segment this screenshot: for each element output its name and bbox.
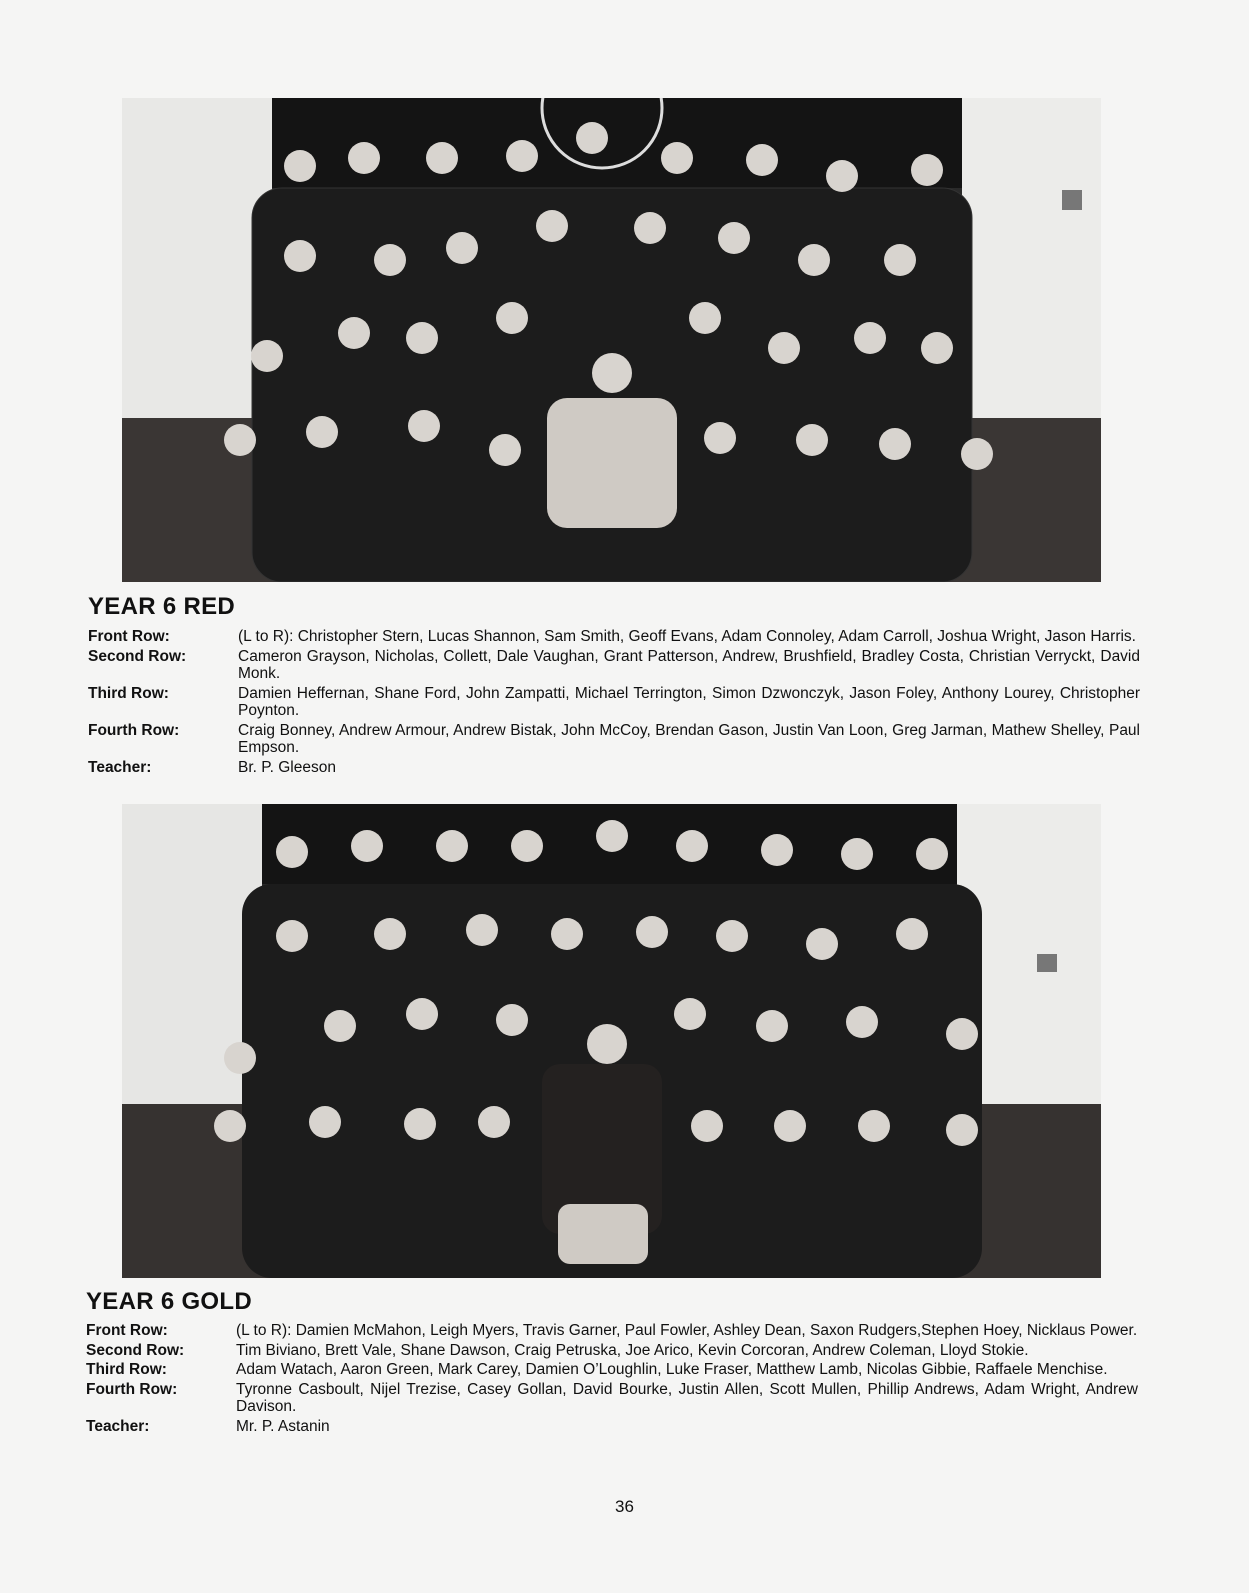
section-title: YEAR 6 RED <box>88 593 236 620</box>
roster-row-teacher <box>88 759 1140 777</box>
roster-year6-red <box>88 628 1140 778</box>
roster-row-third <box>88 685 1140 720</box>
section-title: YEAR 6 GOLD <box>86 1288 252 1315</box>
row-label: Front Row: <box>88 628 170 645</box>
row-label: Teacher: <box>86 1417 150 1435</box>
roster-row-second <box>88 648 1140 683</box>
row-label: Second Row: <box>88 647 187 665</box>
row-names: (L to R): Damien McMahon, Leigh Myers, Travis Garner, Paul Fowler, Ashley Dean, Saxon Rudgers,Stephen Hoey, Nicklaus Power. <box>236 1322 1138 1339</box>
roster-row-front <box>86 1322 1138 1340</box>
class-photo-year6-gold-graphic <box>122 804 1101 1278</box>
roster-year6-gold <box>86 1322 1138 1437</box>
class-photo-year6-gold <box>122 804 1101 1278</box>
roster-row-teacher <box>86 1418 1138 1436</box>
roster-row-front <box>88 628 1140 646</box>
row-names: Br. P. Gleeson <box>238 758 336 776</box>
row-names: Adam Watach, Aaron Green, Mark Carey, Damien O’Loughlin, Luke Fraser, Matthew Lamb, Nicolas Gibbie, Raffaele Menchise. <box>236 1361 1108 1378</box>
row-label: Fourth Row: <box>86 1380 178 1398</box>
row-label: Fourth Row: <box>88 721 180 739</box>
roster-row-fourth <box>86 1381 1138 1416</box>
row-label: Second Row: <box>86 1341 185 1359</box>
row-label: Teacher: <box>88 758 152 776</box>
row-names: (L to R): Christopher Stern, Lucas Shannon, Sam Smith, Geoff Evans, Adam Connoley, Adam Carroll, Joshua Wright, Jason Harris. <box>238 628 1136 645</box>
roster-row-second <box>86 1342 1138 1360</box>
row-label: Third Row: <box>86 1361 167 1378</box>
row-names: Tim Biviano, Brett Vale, Shane Dawson, Craig Petruska, Joe Arico, Kevin Corcoran, Andrew Coleman, Lloyd Stokie. <box>236 1341 1029 1359</box>
page-number: 36 <box>615 1497 634 1516</box>
class-photo-year6-red <box>122 98 1101 582</box>
row-names: Cameron Grayson, Nicholas, Collett, Dale Vaughan, Grant Patterson, Andrew, Brushfield, Bradley Costa, Christian Verryckt, David Monk. <box>238 647 1140 682</box>
roster-row-fourth <box>88 722 1140 757</box>
roster-row-third <box>86 1361 1138 1379</box>
class-photo-year6-red-graphic <box>122 98 1101 582</box>
row-label: Front Row: <box>86 1322 168 1339</box>
row-label: Third Row: <box>88 684 169 702</box>
row-names: Craig Bonney, Andrew Armour, Andrew Bistak, John McCoy, Brendan Gason, Justin Van Loon, Greg Jarman, Mathew Shelley, Paul Empson. <box>238 721 1140 756</box>
row-names: Damien Heffernan, Shane Ford, John Zampatti, Michael Terrington, Simon Dzwonczyk, Jason Foley, Anthony Lourey, Christopher Poynton. <box>238 684 1140 719</box>
row-names: Mr. P. Astanin <box>236 1417 330 1435</box>
row-names: Tyronne Casboult, Nijel Trezise, Casey Gollan, David Bourke, Justin Allen, Scott Mullen, Phillip Andrews, Adam Wright, Andrew Davison. <box>236 1380 1138 1415</box>
